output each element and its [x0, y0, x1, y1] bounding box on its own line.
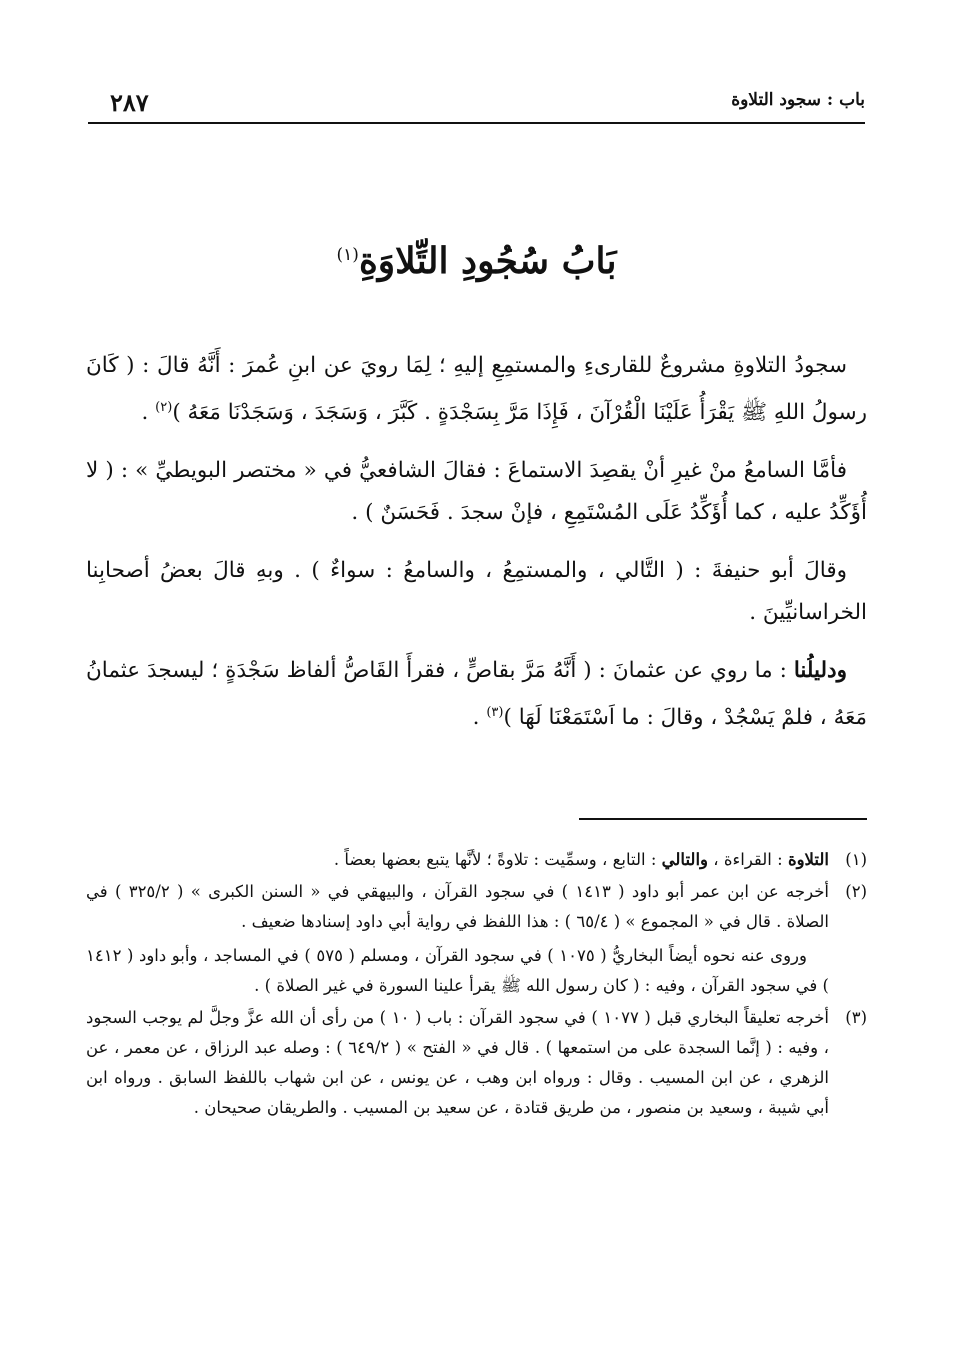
chapter-title — [88, 240, 865, 282]
footnotes — [86, 845, 867, 1125]
paragraph-3: وقالَ أبو حنيفةَ : ( التَّالي ، والمستمِعُ ، والسامعُ : سواءٌ ) . وبهِ قالَ بعضُ أصحابِنا الخراسانيِّينَ . — [86, 558, 867, 626]
page-number: ٢٨٧ — [110, 88, 149, 117]
footnote-1 — [86, 845, 867, 875]
paragraph-4 — [86, 650, 867, 739]
body-text — [86, 345, 867, 755]
paragraph-1-text: سجودُ التلاوةِ مشروعٌ للقارىءِ والمستمِعِ إليهِ ؛ لِمَا رويَ عن ابنِ عُمرَ : أَنَّهُ قالَ : ( كَانَ رسولُ اللهِ ﷺ يَقْرَأُ عَلَيْنَا الْقُرْآنَ ، فَإِذَا مَرَّ بِسَجْدَةٍ . كَبَّرَ ، وَسَجَدَ ، وَسَجَدْنَا مَعَهُ ) — [86, 353, 867, 426]
footnote-1-number: (١) — [845, 850, 867, 869]
footnote-separator — [579, 818, 867, 820]
chapter-title-text: بَابُ سُجُودِ التِّلاوَةِ — [358, 240, 617, 282]
footnote-1-term-2: والتالي — [661, 850, 709, 869]
paragraph-1 — [86, 345, 867, 434]
page-header — [88, 88, 865, 124]
footnote-1-para — [86, 845, 829, 875]
paragraph-4-lead: ودليلُنا — [793, 658, 847, 684]
footnote-3 — [86, 1003, 867, 1123]
footnote-3-para-1: أخرجه تعليقاً البخاري قبل ( ١٠٧٧ ) في سجود القرآن : باب ( ١٠ ) من رأى أن الله عزَّ وجلَّ لم يوجب السجود ، وفيه : ( إنَّما السجدة على من استمعها ) . قال في « الفتح » ( ٦٤٩/٢ ) : وصله عبد الرزاق ، عن معمر ، عن الزهري ، عن ابن المسيب . وقال : ورواه ابن وهب ، عن يونس ، عن ابن شهاب باللفظ السابق . ورواه ابن أبي شيبة ، وسعيد بن منصور ، من طريق قتادة ، عن سعيد بن المسيب . والطريقان صحيحان . — [86, 1008, 830, 1117]
paragraph-1-end: . — [141, 400, 156, 426]
footnote-1-text-2: : التابع ، وسمِّيت : تلاوةً ؛ لأنَّها يتبع بعضها بعضاً . — [333, 850, 662, 869]
footnote-1-text-1: : القراءة ، — [708, 850, 788, 869]
footnote-1-body — [86, 845, 829, 875]
footnote-1-term-1: التلاوة — [787, 850, 829, 869]
footnote-3-number: (٣) — [845, 1008, 867, 1027]
chapter-footnote-marker: (١) — [336, 245, 359, 265]
footnote-2-body — [86, 877, 829, 1001]
paragraph-4-footnote-marker: (٣) — [486, 705, 504, 721]
paragraph-4-end: . — [472, 705, 487, 731]
footnote-2-para-1: أخرجه عن ابن عمر أبو داود ( ١٤١٣ ) في سجود القرآن ، والبيهقي في « السنن الكبرى » ( ٣٢٥/٢ ) في الصلاة . قال في « المجموع » ( ٦٥/٤ ) : هذا اللفظ في رواية أبي داود إسنادها ضعيف . — [86, 882, 829, 931]
paragraph-2: فأمَّا السامعُ منْ غيرِ أنْ يقصِدَ الاستماعَ : فقالَ الشافعيُّ في « مختصر البويطيِّ » : ( لا أُؤَكِّدُ عليه ، كما أُؤَكِّدُ عَلَى المُسْتَمِعِ ، فإنْ سجدَ . فَحَسَنٌ ) . — [86, 458, 867, 526]
paragraph-4-text: : ما روي عن عثمانَ : ( أَنَّهُ مَرَّ بقاصٍّ ، فقرأَ القَاصُّ ألفاظ سَجْدَةٍ ؛ ليسجدَ عثمانُ مَعَهُ ، فلمْ يَسْجُدْ ، وقالَ : ما اَسْتَمَعْنَا لَهَا ) — [86, 658, 867, 731]
running-title: باب : سجود التلاوة — [731, 90, 865, 110]
footnote-3-body — [86, 1003, 829, 1123]
footnote-2-number: (٢) — [845, 882, 867, 901]
footnote-2 — [86, 877, 867, 1001]
footnote-2-para-2: وروى عنه نحوه أيضاً البخاريُّ ( ١٠٧٥ ) في سجود القرآن ، ومسلم ( ٥٧٥ ) في المساجد ، وأبو داود ( ١٤١٢ ) في سجود القرآن ، وفيه : ( كان رسول الله ﷺ يقرأ علينا السورة في غير الصلاة ) . — [86, 946, 829, 995]
paragraph-1-footnote-marker: (٢) — [155, 400, 173, 415]
